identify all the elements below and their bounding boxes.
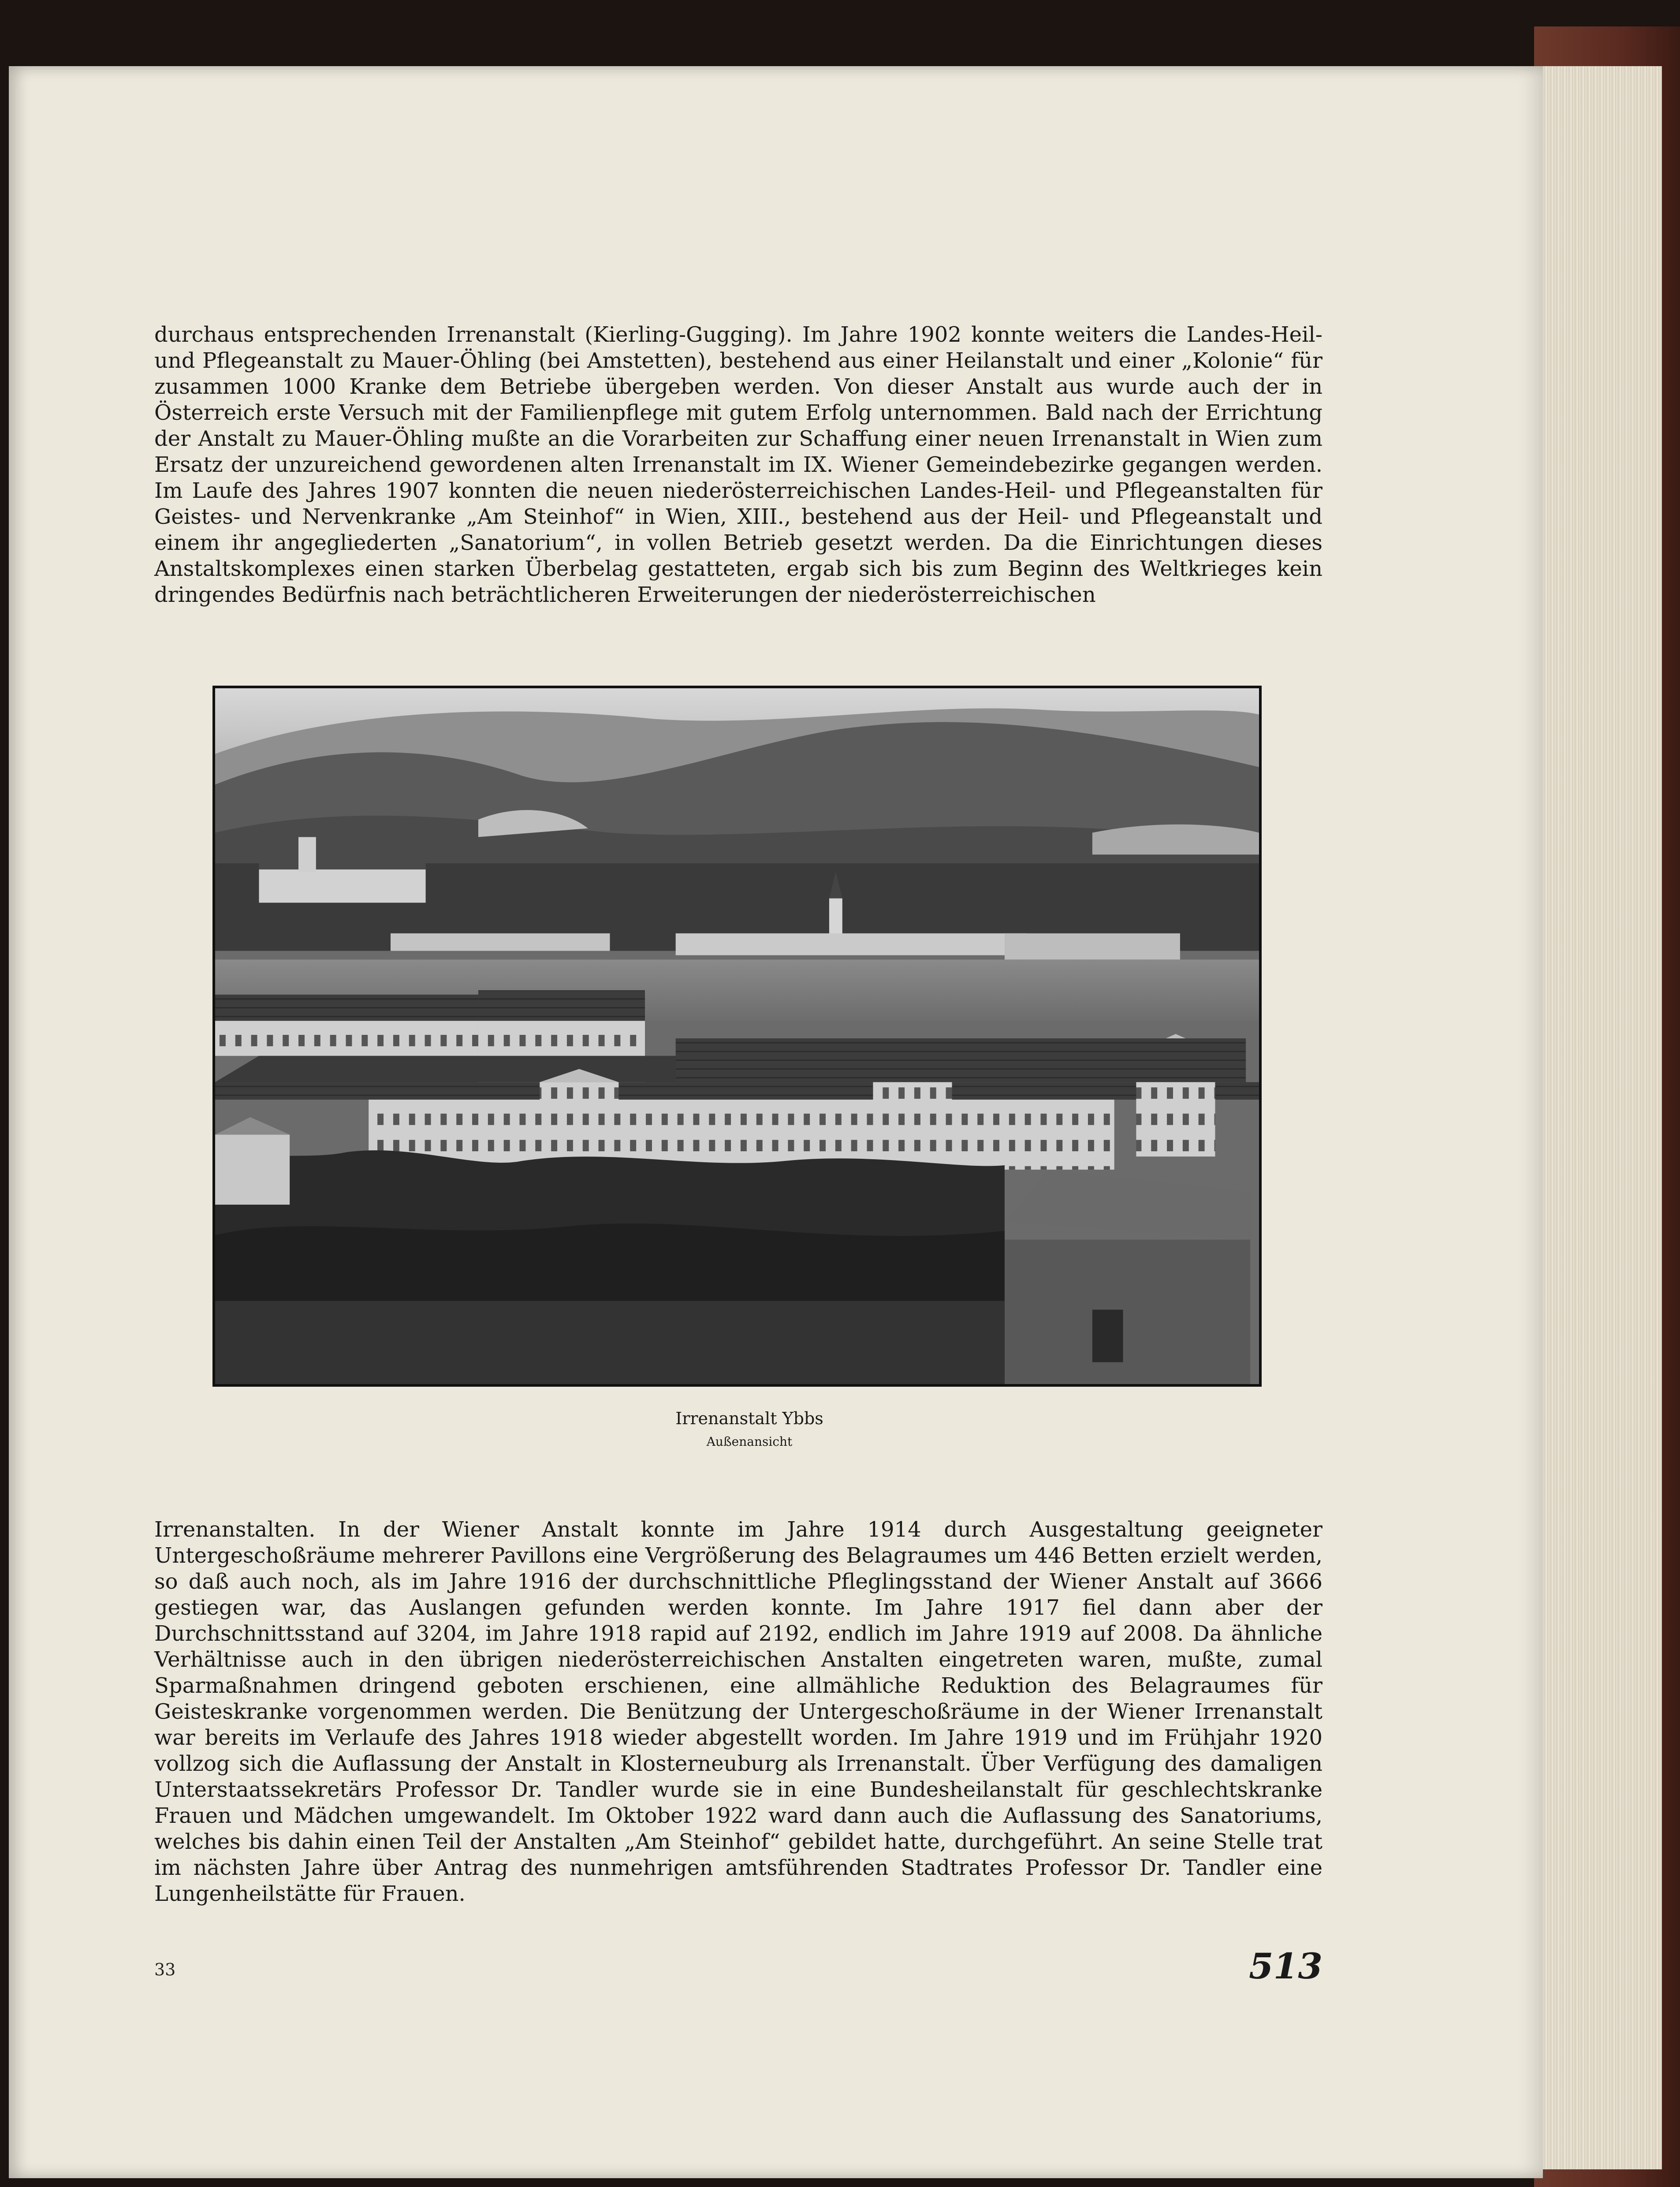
paragraph-text: Irrenanstalten. In der Wiener Anstalt konnte im Jahre 1914 durch Ausgestaltung geeigneter Untergeschoßräume mehrerer Pavillons eine Vergrößerung des Belagraumes um 446 Betten erzielt werden, so daß auch noch, als im Jahre 1916 der durchschnittliche Pfleglingsstand der Wiener Anstalt auf 3666 gestiegen war, das Auslangen gefunden werden konnte. Im Jahre 1917 fiel dann aber der Durchschnittsstand auf 3204, im Jahre 1918 rapid auf 2192, endlich im Jahre 1919 auf 2008. Da ähnliche Verhältnisse auch in den übrigen niederösterreichischen Anstalten eingetreten waren, mußte, zumal Sparmaßnahmen dringend geboten erschienen, eine allmähliche Reduktion des Belagraumes für Geisteskranke vorgenommen werden. Die Benützung der Untergeschoßräume in der Wiener Irrenanstalt war bereits im Verlaufe des Jahres 1918 wieder abgestellt worden. Im Jahre 1919 und im Frühjahr 1920 vollzog sich die Auflassung der Anstalt in Klosterneuburg als Irrenanstalt. Über Verfügung des damaligen Unterstaatssekretärs Professor Dr. Tandler wurde sie in eine Bundesheilanstalt für geschlechtskranke Frauen und Mädchen umgewandelt. Im Oktober 1922 ward dann auch die Auflassung des Sanatoriums, welches bis dahin einen Teil der Anstalten „Am Steinhof“ gebildet hatte, durchgeführt. An seine Stelle trat im nächsten Jahre über Antrag des nunmehrigen amtsführenden Stadtrates Professor Dr. Tandler eine Lungenheilstätte für Frauen. <box>154 1517 1322 1906</box>
page-number: 513 <box>1249 1945 1322 1987</box>
paragraph-top <box>154 322 1322 608</box>
photograph-irrenanstalt-ybbs <box>212 686 1262 1387</box>
photograph-image <box>215 688 1259 1384</box>
figure-caption-subtitle: Außenansicht <box>706 1434 793 1449</box>
paragraph-text: durchaus entsprechenden Irrenanstalt (Kierling-Gugging). Im Jahre 1902 konnte weiters die Landes-Heil- und Pflegeanstalt zu Mauer-Öhling (bei Amstetten), bestehend aus einer Heilanstalt und einer „Kolonie“ für zusammen 1000 Kranke dem Betriebe übergeben werden. Von dieser Anstalt aus wurde auch der in Österreich erste Versuch mit der Familienpflege mit gutem Erfolg unternommen. Bald nach der Errichtung der Anstalt zu Mauer-Öhling mußte an die Vorarbeiten zur Schaffung einer neuen Irrenanstalt in Wien zum Ersatz der unzureichend gewordenen alten Irrenanstalt im IX. Wiener Gemeindebezirke gegangen werden. Im Laufe des Jahres 1907 konnten die neuen niederösterreichischen Landes-Heil- und Pflegeanstalten für Geistes- und Nervenkranke „Am Steinhof“ in Wien, XIII., bestehend aus der Heil- und Pflegeanstalt und einem ihr angegliederten „Sanatorium“, in vollen Betrieb gesetzt werden. Da die Einrichtungen dieses Anstaltskomplexes einen starken Überbelag gestatteten, ergab sich bis zum Beginn des Weltkrieges kein dringendes Bedürfnis nach beträchtlicheren Erweiterungen der niederösterreichischen <box>154 322 1322 607</box>
paragraph-bottom <box>154 1517 1322 1907</box>
figure-caption-title: Irrenanstalt Ybbs <box>675 1409 823 1428</box>
book-page <box>9 66 1543 2178</box>
signature-marker: 33 <box>154 1960 176 1979</box>
page-stack-edge <box>1530 66 1662 2169</box>
